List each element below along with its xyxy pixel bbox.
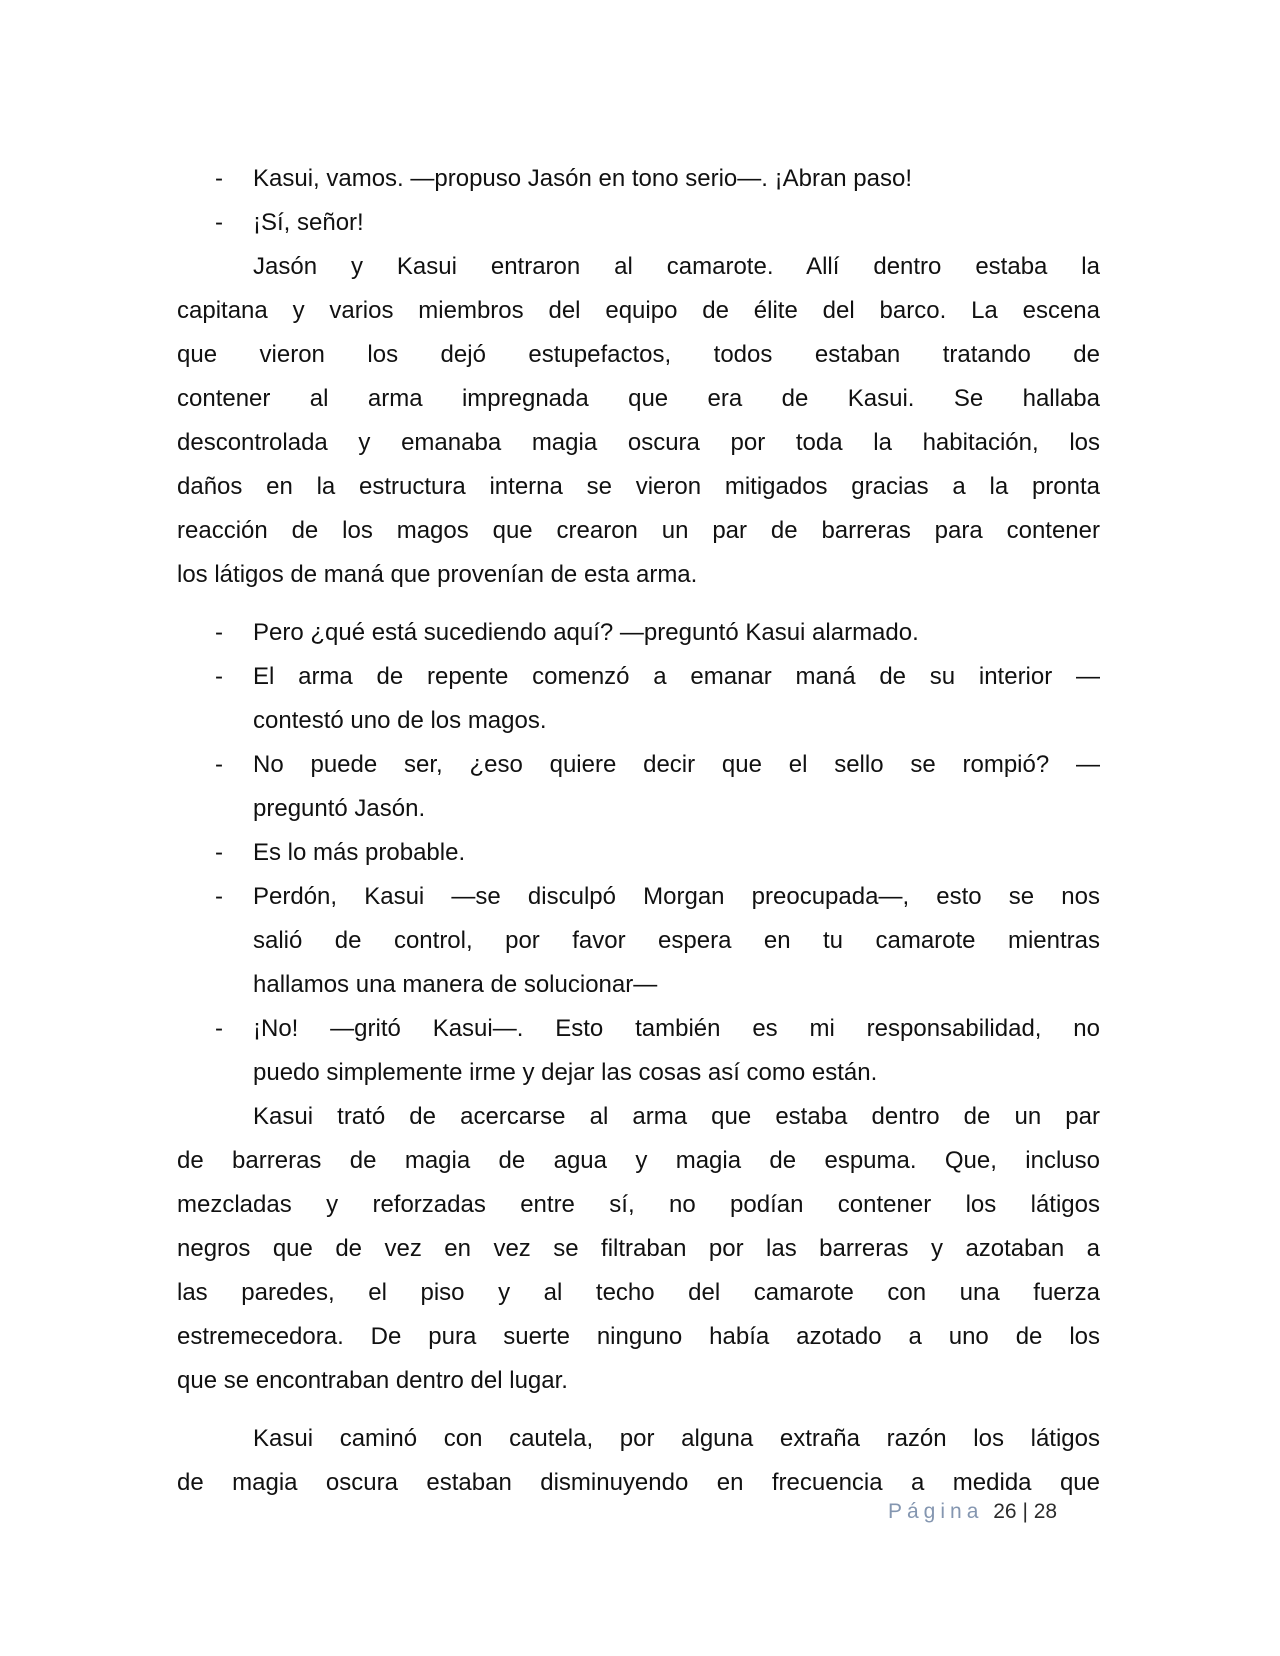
text-line	[177, 1227, 1100, 1271]
page-footer	[888, 1500, 1057, 1524]
line-text: ¡No! —gritó Kasui—. Esto también es mi responsabilidad, no	[253, 1015, 1100, 1042]
dialogue-item	[177, 201, 1100, 245]
line-text: de magia oscura estaban disminuyendo en frecuencia a medida que	[177, 1469, 1100, 1496]
text-line	[177, 963, 1100, 1007]
line-text: de barreras de magia de agua y magia de espuma. Que, incluso	[177, 1147, 1100, 1174]
paragraph-gap	[177, 1403, 1100, 1417]
line-text: Kasui, vamos. —propuso Jasón en tono serio—. ¡Abran paso!	[253, 165, 913, 192]
line-text: que se encontraban dentro del lugar.	[177, 1367, 568, 1394]
line-text: ¡Sí, señor!	[253, 209, 364, 236]
text-line	[177, 699, 1100, 743]
page-separator: |	[1022, 1500, 1028, 1523]
dialogue-item	[177, 831, 1100, 875]
dash-marker: -	[215, 839, 223, 866]
line-text: No puede ser, ¿eso quiere decir que el sello se rompió? —	[253, 751, 1100, 778]
text-line	[177, 1417, 1100, 1461]
line-text: puedo simplemente irme y dejar las cosas así como están.	[253, 1059, 878, 1086]
dash-marker: -	[215, 663, 223, 690]
text-line	[177, 1461, 1100, 1505]
text-line	[177, 831, 1100, 875]
paragraph	[177, 245, 1100, 597]
text-line	[177, 1007, 1100, 1051]
line-text: mezcladas y reforzadas entre sí, no podían contener los látigos	[177, 1191, 1100, 1218]
document-body	[177, 157, 1100, 1505]
dash-marker: -	[215, 751, 223, 778]
line-text: Kasui caminó con cautela, por alguna extraña razón los látigos	[253, 1425, 1100, 1452]
text-line	[177, 201, 1100, 245]
text-line	[177, 377, 1100, 421]
line-text: estremecedora. De pura suerte ninguno había azotado a uno de los	[177, 1323, 1100, 1350]
page-total: 28	[1033, 1500, 1058, 1523]
dash-marker: -	[215, 883, 223, 910]
line-text: contestó uno de los magos.	[253, 707, 547, 734]
line-text: Es lo más probable.	[253, 839, 466, 866]
dash-marker: -	[215, 209, 223, 236]
text-line	[177, 787, 1100, 831]
line-text: capitana y varios miembros del equipo de élite del barco. La escena	[177, 297, 1100, 324]
text-line	[177, 553, 1100, 597]
text-line	[177, 333, 1100, 377]
line-text: contener al arma impregnada que era de Kasui. Se hallaba	[177, 385, 1100, 412]
text-line	[177, 1183, 1100, 1227]
line-text: Pero ¿qué está sucediendo aquí? —preguntó Kasui alarmado.	[253, 619, 919, 646]
text-line	[177, 655, 1100, 699]
dash-marker: -	[215, 1015, 223, 1042]
line-text: reacción de los magos que crearon un par de barreras para contener	[177, 517, 1100, 544]
dash-marker: -	[215, 165, 223, 192]
text-line	[177, 289, 1100, 333]
text-line	[177, 611, 1100, 655]
dash-marker: -	[215, 619, 223, 646]
text-line	[177, 743, 1100, 787]
line-text: descontrolada y emanaba magia oscura por toda la habitación, los	[177, 429, 1100, 456]
line-text: Jasón y Kasui entraron al camarote. Allí dentro estaba la	[253, 253, 1100, 280]
line-text: salió de control, por favor espera en tu camarote mientras	[253, 927, 1100, 954]
dialogue-item	[177, 875, 1100, 1007]
dialogue-item	[177, 157, 1100, 201]
line-text: preguntó Jasón.	[253, 795, 426, 822]
text-line	[177, 1359, 1100, 1403]
line-text: daños en la estructura interna se vieron mitigados gracias a la pronta	[177, 473, 1100, 500]
text-line	[177, 1095, 1100, 1139]
text-line	[177, 1051, 1100, 1095]
text-line	[177, 245, 1100, 289]
line-text: los látigos de maná que provenían de esta arma.	[177, 561, 698, 588]
text-line	[177, 509, 1100, 553]
text-line	[177, 421, 1100, 465]
page-label: Página	[888, 1500, 984, 1523]
page-number: 26	[993, 1500, 1017, 1523]
text-line	[177, 919, 1100, 963]
paragraph	[177, 1095, 1100, 1403]
dialogue-item	[177, 611, 1100, 655]
text-line	[177, 1271, 1100, 1315]
line-text: negros que de vez en vez se filtraban por las barreras y azotaban a	[177, 1235, 1100, 1262]
line-text: hallamos una manera de solucionar—	[253, 971, 658, 998]
line-text: Kasui trató de acercarse al arma que estaba dentro de un par	[253, 1103, 1100, 1130]
paragraph-gap	[177, 597, 1100, 611]
line-text: que vieron los dejó estupefactos, todos estaban tratando de	[177, 341, 1100, 368]
text-line	[177, 1315, 1100, 1359]
dialogue-item	[177, 655, 1100, 743]
line-text: Perdón, Kasui —se disculpó Morgan preocupada—, esto se nos	[253, 883, 1100, 910]
text-line	[177, 1139, 1100, 1183]
dialogue-item	[177, 743, 1100, 831]
line-text: las paredes, el piso y al techo del camarote con una fuerza	[177, 1279, 1100, 1306]
text-line	[177, 875, 1100, 919]
text-line	[177, 465, 1100, 509]
line-text: El arma de repente comenzó a emanar maná de su interior —	[253, 663, 1100, 690]
dialogue-item	[177, 1007, 1100, 1095]
paragraph	[177, 1417, 1100, 1505]
text-line	[177, 157, 1100, 201]
